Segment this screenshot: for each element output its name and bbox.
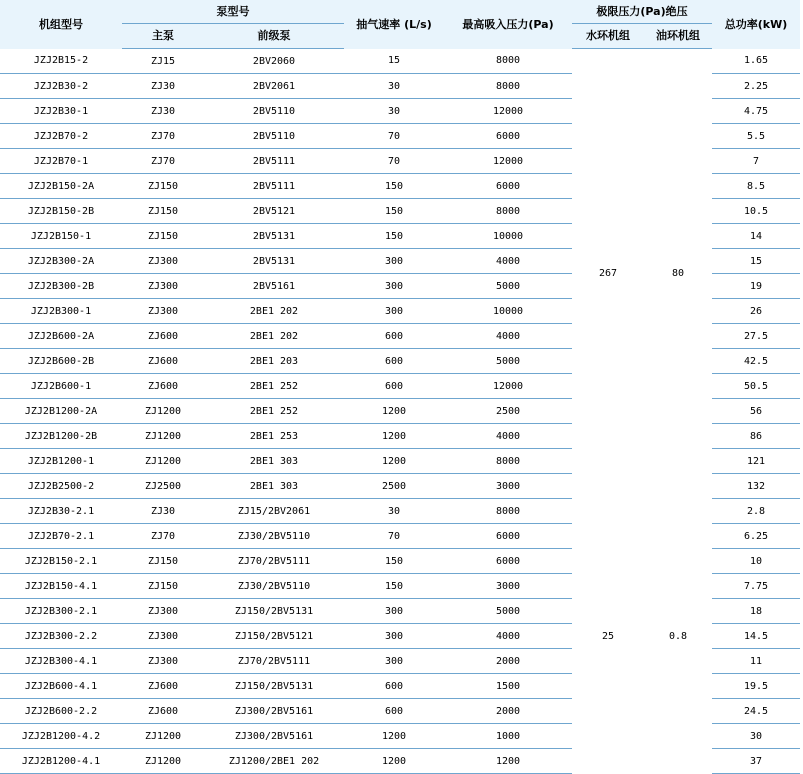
cell-model: JZJ2B1200-1 <box>0 449 122 474</box>
header-main-pump: 主泵 <box>122 24 204 49</box>
cell-main-pump: ZJ300 <box>122 274 204 299</box>
cell-speed: 600 <box>344 674 444 699</box>
cell-water-ring-pressure: 267 <box>598 268 618 280</box>
cell-speed: 300 <box>344 599 444 624</box>
cell-fore-pump: ZJ150/2BV5131 <box>204 674 344 699</box>
cell-power: 132 <box>712 474 800 499</box>
cell-model: JZJ2B300-4.1 <box>0 649 122 674</box>
cell-max-inlet: 8000 <box>444 199 572 224</box>
cell-model: JZJ2B300-2A <box>0 249 122 274</box>
cell-speed: 150 <box>344 174 444 199</box>
header-power: 总功率(kW) <box>712 0 800 49</box>
cell-max-inlet: 1500 <box>444 674 572 699</box>
header-pump-type: 泵型号 <box>122 0 344 24</box>
cell-fore-pump: 2BE1 202 <box>204 299 344 324</box>
header-max-inlet: 最高吸入压力(Pa) <box>444 0 572 49</box>
cell-fore-pump: 2BE1 303 <box>204 474 344 499</box>
cell-max-inlet: 3000 <box>444 474 572 499</box>
cell-power: 30 <box>712 724 800 749</box>
cell-fore-pump: ZJ30/2BV5110 <box>204 574 344 599</box>
cell-speed: 1200 <box>344 399 444 424</box>
cell-power: 86 <box>712 424 800 449</box>
cell-fore-pump: 2BV5110 <box>204 99 344 124</box>
cell-model: JZJ2B1200-4.1 <box>0 749 122 774</box>
cell-fore-pump: 2BE1 252 <box>204 399 344 424</box>
cell-power: 50.5 <box>712 374 800 399</box>
cell-main-pump: ZJ600 <box>122 324 204 349</box>
cell-water-ring-pressure: 25 <box>601 630 615 642</box>
cell-main-pump: ZJ600 <box>122 674 204 699</box>
cell-power: 8.5 <box>712 174 800 199</box>
cell-speed: 600 <box>344 374 444 399</box>
cell-speed: 600 <box>344 324 444 349</box>
cell-max-inlet: 12000 <box>444 374 572 399</box>
cell-max-inlet: 4000 <box>444 249 572 274</box>
cell-power: 10 <box>712 549 800 574</box>
cell-main-pump: ZJ300 <box>122 599 204 624</box>
cell-main-pump: ZJ70 <box>122 149 204 174</box>
table-row <box>0 49 800 74</box>
table-body <box>0 49 800 774</box>
cell-power: 5.5 <box>712 124 800 149</box>
cell-main-pump: ZJ600 <box>122 374 204 399</box>
cell-speed: 1200 <box>344 449 444 474</box>
cell-power: 2.8 <box>712 499 800 524</box>
cell-model: JZJ2B15-2 <box>0 49 122 74</box>
cell-max-inlet: 12000 <box>444 149 572 174</box>
cell-fore-pump: ZJ70/2BV5111 <box>204 549 344 574</box>
cell-power: 19 <box>712 274 800 299</box>
header-model: 机组型号 <box>0 0 122 49</box>
table-row <box>0 499 800 524</box>
cell-fore-pump: ZJ150/2BV5131 <box>204 599 344 624</box>
cell-speed: 600 <box>344 699 444 724</box>
cell-model: JZJ2B30-1 <box>0 99 122 124</box>
cell-speed: 70 <box>344 524 444 549</box>
cell-main-pump: ZJ150 <box>122 174 204 199</box>
cell-fore-pump: 2BV5131 <box>204 224 344 249</box>
cell-fore-pump: ZJ150/2BV5121 <box>204 624 344 649</box>
header-ultimate-pressure: 极限压力(Pa)绝压 <box>572 0 712 24</box>
header-fore-pump: 前级泵 <box>204 24 344 49</box>
cell-main-pump: ZJ30 <box>122 99 204 124</box>
cell-model: JZJ2B600-2.2 <box>0 699 122 724</box>
cell-max-inlet: 2000 <box>444 649 572 674</box>
cell-speed: 30 <box>344 499 444 524</box>
cell-model: JZJ2B70-2.1 <box>0 524 122 549</box>
cell-power: 42.5 <box>712 349 800 374</box>
cell-main-pump: ZJ150 <box>122 224 204 249</box>
cell-power: 14.5 <box>712 624 800 649</box>
cell-model: JZJ2B300-1 <box>0 299 122 324</box>
header-water-ring: 水环机组 <box>572 24 644 49</box>
cell-max-inlet: 6000 <box>444 124 572 149</box>
cell-speed: 150 <box>344 224 444 249</box>
cell-max-inlet: 2500 <box>444 399 572 424</box>
cell-main-pump: ZJ1200 <box>122 399 204 424</box>
cell-power: 6.25 <box>712 524 800 549</box>
cell-max-inlet: 6000 <box>444 549 572 574</box>
cell-oil-ring-pressure: 80 <box>671 268 685 280</box>
cell-main-pump: ZJ150 <box>122 549 204 574</box>
cell-model: JZJ2B1200-4.2 <box>0 724 122 749</box>
cell-power: 15 <box>712 249 800 274</box>
cell-max-inlet: 4000 <box>444 624 572 649</box>
cell-main-pump: ZJ15 <box>122 49 204 74</box>
cell-model: JZJ2B150-2B <box>0 199 122 224</box>
cell-fore-pump: 2BV2060 <box>204 49 344 74</box>
cell-speed: 300 <box>344 624 444 649</box>
cell-fore-pump: ZJ300/2BV5161 <box>204 724 344 749</box>
cell-speed: 2500 <box>344 474 444 499</box>
cell-fore-pump: ZJ70/2BV5111 <box>204 649 344 674</box>
cell-model: JZJ2B1200-2B <box>0 424 122 449</box>
cell-model: JZJ2B600-2B <box>0 349 122 374</box>
cell-fore-pump: 2BV5111 <box>204 149 344 174</box>
cell-main-pump: ZJ2500 <box>122 474 204 499</box>
cell-main-pump: ZJ1200 <box>122 724 204 749</box>
cell-max-inlet: 5000 <box>444 599 572 624</box>
cell-max-inlet: 5000 <box>444 274 572 299</box>
cell-main-pump: ZJ1200 <box>122 449 204 474</box>
cell-model: JZJ2B30-2 <box>0 74 122 99</box>
cell-power: 18 <box>712 599 800 624</box>
cell-power: 7.75 <box>712 574 800 599</box>
cell-main-pump: ZJ1200 <box>122 424 204 449</box>
cell-speed: 600 <box>344 349 444 374</box>
cell-power: 24.5 <box>712 699 800 724</box>
cell-max-inlet: 4000 <box>444 424 572 449</box>
cell-power: 4.75 <box>712 99 800 124</box>
cell-model: JZJ2B70-1 <box>0 149 122 174</box>
cell-max-inlet: 8000 <box>444 449 572 474</box>
cell-max-inlet: 1000 <box>444 724 572 749</box>
cell-model: JZJ2B1200-2A <box>0 399 122 424</box>
cell-fore-pump: 2BE1 202 <box>204 324 344 349</box>
cell-main-pump: ZJ30 <box>122 74 204 99</box>
cell-speed: 1200 <box>344 724 444 749</box>
header-oil-ring: 油环机组 <box>644 24 712 49</box>
cell-model: JZJ2B600-4.1 <box>0 674 122 699</box>
cell-main-pump: ZJ300 <box>122 624 204 649</box>
cell-fore-pump: ZJ300/2BV5161 <box>204 699 344 724</box>
cell-power: 121 <box>712 449 800 474</box>
cell-speed: 30 <box>344 74 444 99</box>
cell-fore-pump: 2BV5121 <box>204 199 344 224</box>
cell-max-inlet: 12000 <box>444 99 572 124</box>
cell-model: JZJ2B150-2.1 <box>0 549 122 574</box>
cell-power: 37 <box>712 749 800 774</box>
cell-speed: 300 <box>344 274 444 299</box>
cell-power: 56 <box>712 399 800 424</box>
cell-power: 10.5 <box>712 199 800 224</box>
cell-model: JZJ2B30-2.1 <box>0 499 122 524</box>
cell-max-inlet: 10000 <box>444 224 572 249</box>
cell-main-pump: ZJ300 <box>122 299 204 324</box>
cell-fore-pump: 2BE1 303 <box>204 449 344 474</box>
cell-model: JZJ2B300-2.2 <box>0 624 122 649</box>
cell-fore-pump: 2BV5111 <box>204 174 344 199</box>
cell-speed: 300 <box>344 299 444 324</box>
cell-model: JZJ2B600-1 <box>0 374 122 399</box>
cell-speed: 1200 <box>344 749 444 774</box>
cell-fore-pump: 2BE1 252 <box>204 374 344 399</box>
cell-oil-ring-pressure: 0.8 <box>668 630 688 642</box>
cell-main-pump: ZJ300 <box>122 649 204 674</box>
cell-power: 7 <box>712 149 800 174</box>
cell-model: JZJ2B150-1 <box>0 224 122 249</box>
cell-speed: 70 <box>344 149 444 174</box>
cell-speed: 70 <box>344 124 444 149</box>
cell-main-pump: ZJ1200 <box>122 749 204 774</box>
cell-model: JZJ2B2500-2 <box>0 474 122 499</box>
cell-main-pump: ZJ150 <box>122 574 204 599</box>
cell-max-inlet: 2000 <box>444 699 572 724</box>
cell-model: JZJ2B300-2.1 <box>0 599 122 624</box>
cell-max-inlet: 1200 <box>444 749 572 774</box>
cell-speed: 15 <box>344 49 444 74</box>
cell-max-inlet: 3000 <box>444 574 572 599</box>
cell-fore-pump: 2BV5131 <box>204 249 344 274</box>
cell-model: JZJ2B150-4.1 <box>0 574 122 599</box>
cell-max-inlet: 10000 <box>444 299 572 324</box>
cell-speed: 150 <box>344 199 444 224</box>
cell-fore-pump: 2BE1 253 <box>204 424 344 449</box>
cell-speed: 300 <box>344 249 444 274</box>
cell-speed: 300 <box>344 649 444 674</box>
cell-max-inlet: 6000 <box>444 524 572 549</box>
cell-main-pump: ZJ70 <box>122 524 204 549</box>
cell-power: 26 <box>712 299 800 324</box>
cell-max-inlet: 6000 <box>444 174 572 199</box>
cell-main-pump: ZJ600 <box>122 699 204 724</box>
cell-main-pump: ZJ600 <box>122 349 204 374</box>
cell-fore-pump: 2BV2061 <box>204 74 344 99</box>
cell-power: 2.25 <box>712 74 800 99</box>
cell-max-inlet: 8000 <box>444 74 572 99</box>
cell-power: 14 <box>712 224 800 249</box>
cell-power: 27.5 <box>712 324 800 349</box>
cell-model: JZJ2B300-2B <box>0 274 122 299</box>
cell-power: 11 <box>712 649 800 674</box>
cell-fore-pump: ZJ1200/2BE1 202 <box>204 749 344 774</box>
cell-fore-pump: 2BV5110 <box>204 124 344 149</box>
cell-main-pump: ZJ300 <box>122 249 204 274</box>
cell-speed: 150 <box>344 549 444 574</box>
cell-main-pump: ZJ30 <box>122 499 204 524</box>
cell-model: JZJ2B70-2 <box>0 124 122 149</box>
cell-main-pump: ZJ70 <box>122 124 204 149</box>
cell-speed: 150 <box>344 574 444 599</box>
cell-model: JZJ2B150-2A <box>0 174 122 199</box>
cell-max-inlet: 8000 <box>444 499 572 524</box>
cell-model: JZJ2B600-2A <box>0 324 122 349</box>
cell-main-pump: ZJ150 <box>122 199 204 224</box>
cell-fore-pump: 2BE1 203 <box>204 349 344 374</box>
cell-fore-pump: ZJ15/2BV2061 <box>204 499 344 524</box>
cell-max-inlet: 4000 <box>444 324 572 349</box>
cell-fore-pump: ZJ30/2BV5110 <box>204 524 344 549</box>
cell-power: 1.65 <box>712 49 800 74</box>
cell-power: 19.5 <box>712 674 800 699</box>
cell-fore-pump: 2BV5161 <box>204 274 344 299</box>
cell-speed: 30 <box>344 99 444 124</box>
header-speed: 抽气速率 (L/s) <box>344 0 444 49</box>
cell-max-inlet: 8000 <box>444 49 572 74</box>
cell-max-inlet: 5000 <box>444 349 572 374</box>
cell-speed: 1200 <box>344 424 444 449</box>
